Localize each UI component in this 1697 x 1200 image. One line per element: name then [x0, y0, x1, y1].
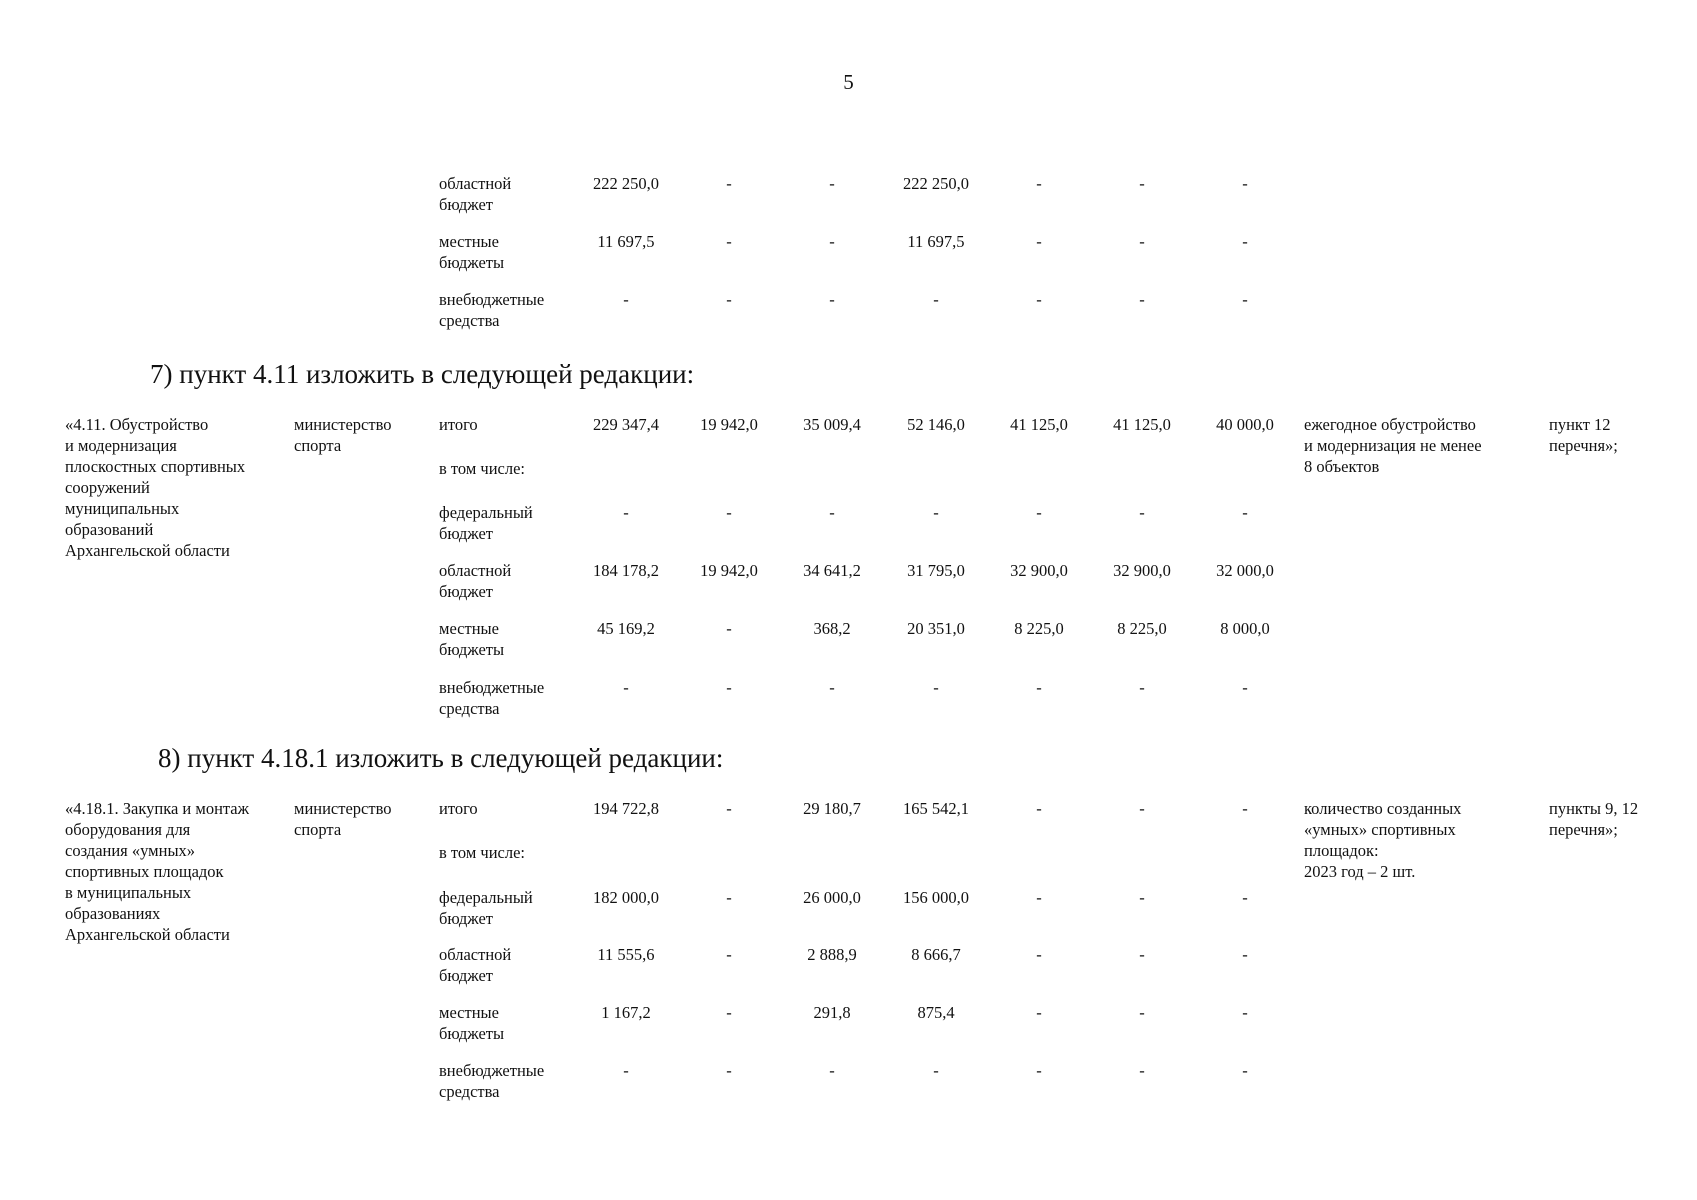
row-label: итого	[439, 799, 478, 818]
value-cell: -	[1036, 799, 1042, 818]
value-cell: 229 347,4	[593, 415, 659, 434]
value-cell: 19 942,0	[700, 415, 758, 434]
value-cell: 222 250,0	[903, 174, 969, 193]
row-label: в том числе:	[439, 459, 526, 478]
value-cell: 1 167,2	[601, 1003, 651, 1022]
row-label: внебюджетные средства	[439, 290, 545, 330]
value-cell: -	[1036, 174, 1042, 193]
page-number: 5	[843, 70, 854, 94]
value-cell: -	[1036, 945, 1042, 964]
value-cell: -	[726, 945, 732, 964]
value-cell: 8 666,7	[911, 945, 961, 964]
row-label: федеральный бюджет	[439, 503, 533, 543]
value-cell: -	[1242, 945, 1248, 964]
value-cell: -	[726, 619, 732, 638]
value-cell: -	[933, 503, 939, 522]
executor: министерство спорта	[294, 799, 392, 839]
value-cell: -	[1242, 678, 1248, 697]
row-label: внебюджетные средства	[439, 678, 545, 718]
value-cell: 8 225,0	[1014, 619, 1064, 638]
value-cell: -	[726, 888, 732, 907]
value-cell: 156 000,0	[903, 888, 969, 907]
value-cell: -	[1139, 799, 1145, 818]
value-cell: -	[829, 232, 835, 251]
value-cell: 222 250,0	[593, 174, 659, 193]
value-cell: -	[1242, 290, 1248, 309]
value-cell: -	[1036, 888, 1042, 907]
value-cell: 182 000,0	[593, 888, 659, 907]
value-cell: 34 641,2	[803, 561, 861, 580]
value-cell: -	[1242, 1061, 1248, 1080]
executor: министерство спорта	[294, 415, 392, 455]
value-cell: 32 000,0	[1216, 561, 1274, 580]
value-cell: 8 000,0	[1220, 619, 1270, 638]
value-cell: 32 900,0	[1010, 561, 1068, 580]
value-cell: -	[829, 1061, 835, 1080]
value-cell: -	[1139, 290, 1145, 309]
reference: пункт 12 перечня»;	[1549, 415, 1618, 455]
value-cell: 8 225,0	[1117, 619, 1167, 638]
value-cell: -	[1139, 888, 1145, 907]
value-cell: -	[1139, 1061, 1145, 1080]
value-cell: -	[623, 290, 629, 309]
value-cell: -	[726, 1003, 732, 1022]
value-cell: -	[726, 174, 732, 193]
value-cell: -	[933, 1061, 939, 1080]
row-label: в том числе:	[439, 843, 526, 862]
value-cell: 32 900,0	[1113, 561, 1171, 580]
section-heading: 7) пункт 4.11 изложить в следующей редакции:	[150, 359, 695, 389]
value-cell: -	[1036, 232, 1042, 251]
value-cell: 41 125,0	[1113, 415, 1171, 434]
value-cell: 31 795,0	[907, 561, 965, 580]
expected-result: ежегодное обустройство и модернизация не менее 8 объектов	[1304, 415, 1482, 476]
value-cell: -	[1036, 678, 1042, 697]
value-cell: -	[1242, 888, 1248, 907]
value-cell: -	[726, 1061, 732, 1080]
value-cell: 41 125,0	[1010, 415, 1068, 434]
value-cell: 26 000,0	[803, 888, 861, 907]
value-cell: -	[1036, 503, 1042, 522]
value-cell: -	[829, 503, 835, 522]
value-cell: -	[726, 503, 732, 522]
value-cell: -	[1139, 1003, 1145, 1022]
value-cell: -	[1139, 945, 1145, 964]
value-cell: -	[726, 232, 732, 251]
value-cell: -	[829, 174, 835, 193]
value-cell: 52 146,0	[907, 415, 965, 434]
row-label: областной бюджет	[439, 561, 512, 601]
row-label: местные бюджеты	[439, 232, 505, 272]
value-cell: 368,2	[813, 619, 851, 638]
value-cell: -	[829, 290, 835, 309]
value-cell: 20 351,0	[907, 619, 965, 638]
row-label: местные бюджеты	[439, 1003, 505, 1043]
row-label: федеральный бюджет	[439, 888, 533, 928]
value-cell: -	[1242, 503, 1248, 522]
value-cell: -	[623, 503, 629, 522]
value-cell: 11 697,5	[597, 232, 655, 251]
value-cell: -	[1139, 503, 1145, 522]
value-cell: -	[726, 678, 732, 697]
value-cell: 184 178,2	[593, 561, 659, 580]
row-label: местные бюджеты	[439, 619, 505, 659]
row-label: внебюджетные средства	[439, 1061, 545, 1101]
value-cell: 291,8	[813, 1003, 851, 1022]
value-cell: -	[1242, 799, 1248, 818]
value-cell: 35 009,4	[803, 415, 861, 434]
measure-name: «4.11. Обустройство и модернизация плоскостных спортивных сооружений муниципальных образований Архангельской области	[65, 415, 246, 560]
value-cell: 875,4	[917, 1003, 955, 1022]
expected-result: количество созданных «умных» спортивных площадок: 2023 год – 2 шт.	[1304, 799, 1462, 881]
value-cell: -	[1242, 1003, 1248, 1022]
row-label: итого	[439, 415, 478, 434]
value-cell: 165 542,1	[903, 799, 969, 818]
row-label: областной бюджет	[439, 945, 512, 985]
value-cell: -	[1139, 678, 1145, 697]
value-cell: 45 169,2	[597, 619, 655, 638]
value-cell: 40 000,0	[1216, 415, 1274, 434]
section-heading: 8) пункт 4.18.1 изложить в следующей редакции:	[158, 743, 724, 773]
value-cell: -	[1139, 174, 1145, 193]
value-cell: 2 888,9	[807, 945, 857, 964]
value-cell: -	[933, 678, 939, 697]
value-cell: -	[623, 678, 629, 697]
value-cell: -	[1036, 290, 1042, 309]
value-cell: -	[1036, 1003, 1042, 1022]
reference: пункты 9, 12 перечня»;	[1549, 799, 1639, 839]
value-cell: -	[623, 1061, 629, 1080]
value-cell: -	[726, 799, 732, 818]
value-cell: -	[1242, 174, 1248, 193]
value-cell: 11 697,5	[907, 232, 965, 251]
value-cell: 11 555,6	[597, 945, 655, 964]
measure-name: «4.18.1. Закупка и монтаж оборудования для создания «умных» спортивных площадок в муниципальных образованиях Архангельской области	[65, 799, 250, 944]
value-cell: -	[1139, 232, 1145, 251]
value-cell: -	[1242, 232, 1248, 251]
value-cell: -	[726, 290, 732, 309]
value-cell: 19 942,0	[700, 561, 758, 580]
value-cell: 194 722,8	[593, 799, 659, 818]
row-label: областной бюджет	[439, 174, 512, 214]
value-cell: -	[933, 290, 939, 309]
value-cell: -	[1036, 1061, 1042, 1080]
value-cell: 29 180,7	[803, 799, 861, 818]
value-cell: -	[829, 678, 835, 697]
